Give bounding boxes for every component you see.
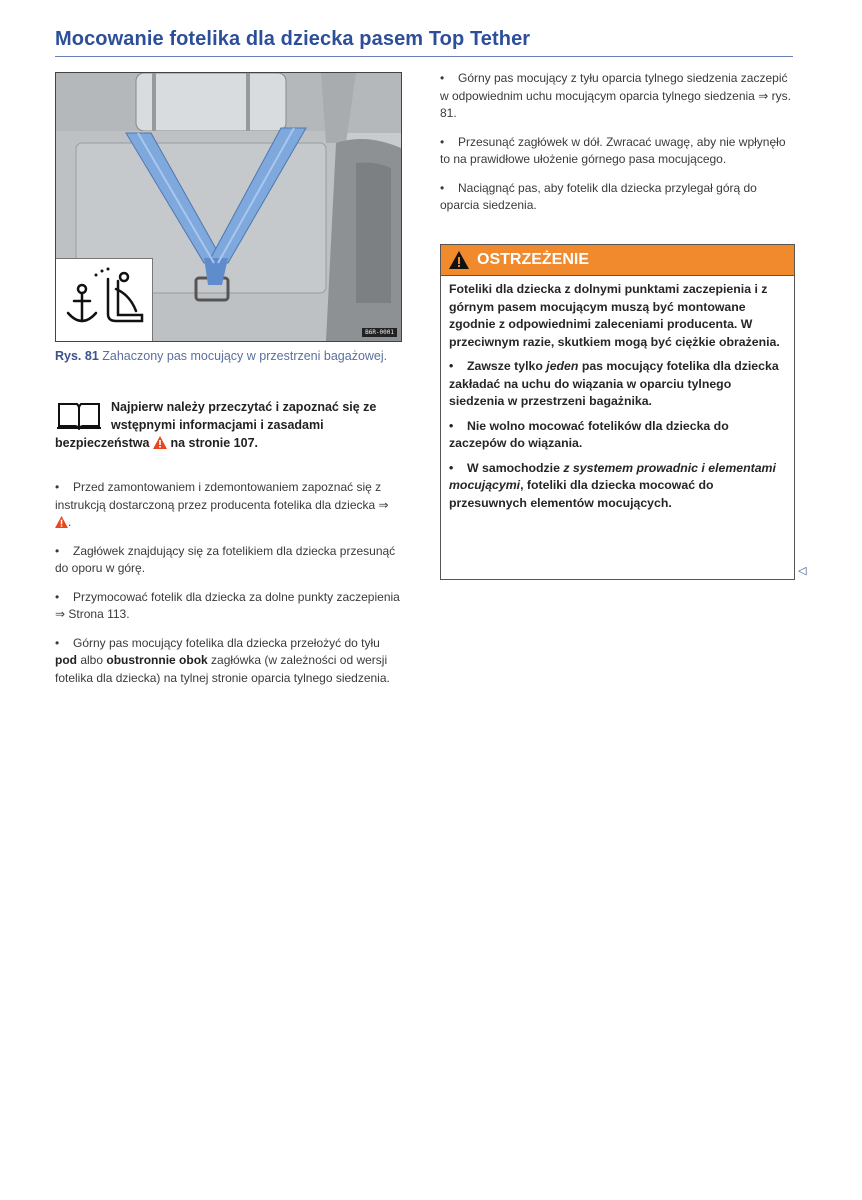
warning-triangle-icon [449,251,469,269]
section-end-mark: ◁ [798,565,807,577]
isofix-top-tether-icon [56,258,153,341]
cross-ref-link[interactable]: ⇒ [378,497,389,512]
warning-title: OSTRZEŻENIE [477,251,590,268]
list-item: • Przed zamontowaniem i zdemontowaniem zapoznać się z instrukcją dostarczoną przez producenta fotelika dla dziecka ⇒ . [55,480,389,529]
caption-label: Rys. 81 [55,349,99,363]
page-title: Mocowanie fotelika dla dziecka pasem Top Tether [55,28,531,50]
figure-code: B6R-0001 [362,328,397,337]
book-icon [55,400,103,430]
list-item: • Przymocować fotelik dla dziecka za dolne punkty zaczepienia ⇒ Strona 113. [55,589,400,621]
right-instruction-list [440,70,793,226]
warning-triangle-icon [153,436,167,449]
list-item: • Górny pas mocujący fotelika dla dziecka przełożyć do tyłu pod albo obustronnie obok zagłówka (w zależności od wersji fotelika dla dziecka) na tylnej stronie oparcia tylnego siedzenia. [55,635,390,685]
caption-text: Zahaczony pas mocujący w przestrzeni bagażowej. [102,349,388,363]
warning-item: • W samochodzie z systemem prowadnic i elementami mocującymi, foteliki dla dziecka mocować do przesuwnych elementów mocujących. [449,460,776,510]
read-first-text: Najpierw należy przeczytać i zapoznać się ze wstępnymi informacjami i zasadami bezpieczeństwa [55,400,377,450]
warning-triangle-icon [55,516,68,528]
cross-ref-link[interactable]: ⇒ Strona 113 [55,607,127,621]
figure-81 [55,72,402,342]
title-divider [55,56,793,57]
read-first-page-ref[interactable]: na stronie 107. [170,436,258,450]
list-item: • Zagłówek znajdujący się za fotelikiem dla dziecka przesunąć do oporu w górę. [55,543,396,575]
left-instruction-list [55,479,400,698]
read-first-note [55,398,400,452]
list-item: • Przesunąć zagłówek w dół. Zwracać uwagę, aby nie wpłynęło to na prawidłowe ułożenie górnego pasa mocującego. [440,134,786,166]
warning-intro: Foteliki dla dziecka z dolnymi punktami zaczepienia i z górnym pasem mocującym muszą być montowane zgodnie z odpowiednimi zaleceniami producenta. W przeciwnym razie, skutkiem mogą być ciężkie obrażenia. [449,282,780,349]
warning-box [440,244,795,580]
cross-ref-link[interactable]: ⇒ rys. 81 [440,88,791,120]
figure-caption [55,348,400,365]
warning-header [441,245,794,276]
list-item: • Górny pas mocujący z tyłu oparcia tylnego siedzenia zaczepić w odpowiednim uchu mocującym oparcia tylnego siedzenia ⇒ rys. 81. [440,71,791,120]
warning-item: • Zawsze tylko jeden pas mocujący fotelika dla dziecka zakładać na uchu do wiązania w oparciu tylnego siedzenia w przestrzeni bagażnika. [449,359,779,408]
list-item: • Naciągnąć pas, aby fotelik dla dziecka przylegał górą do oparcia siedzenia. [440,180,757,212]
warning-item: • Nie wolno mocować fotelików dla dziecka do zaczepów do wiązania. [449,418,729,450]
